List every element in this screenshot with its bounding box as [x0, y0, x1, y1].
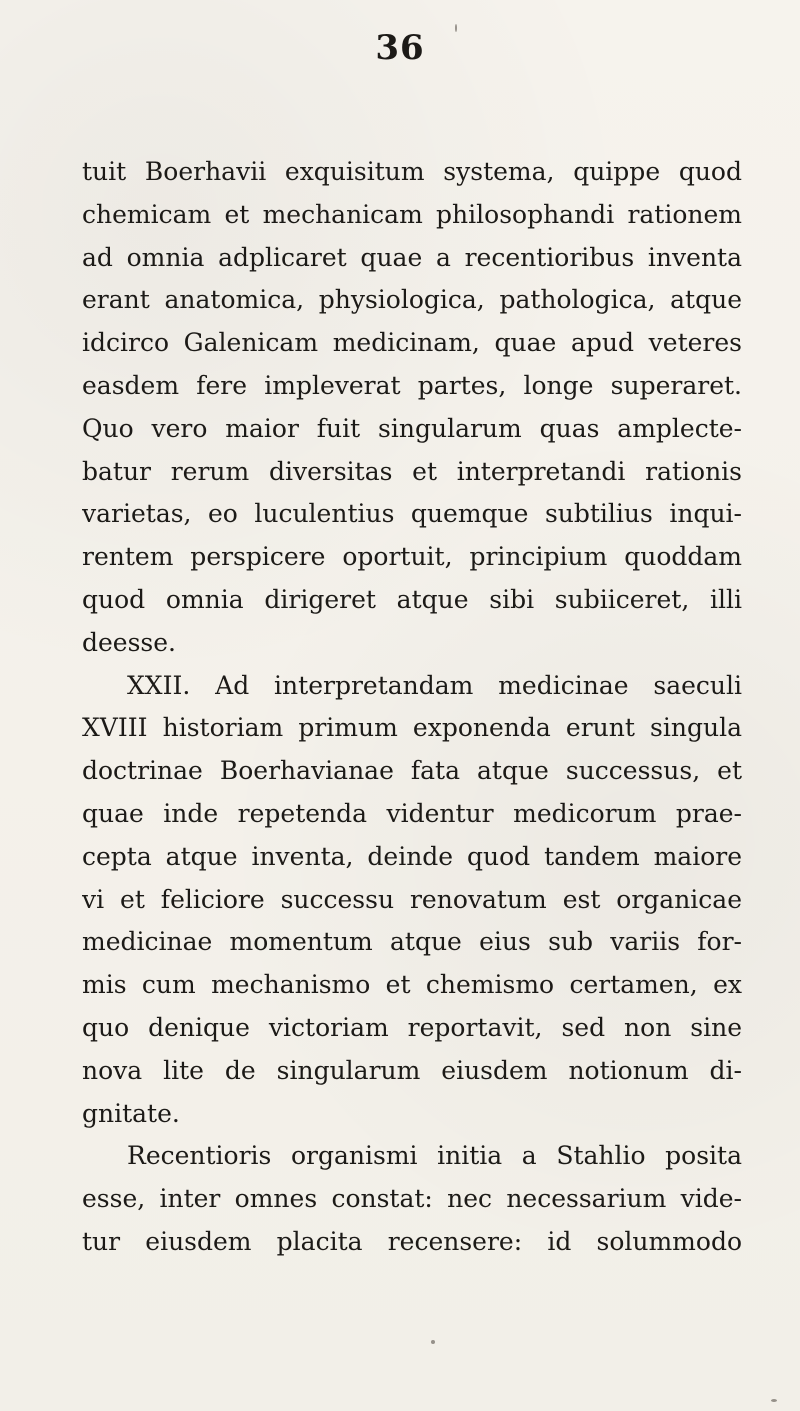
- paper-speck: [771, 1399, 777, 1402]
- text-line: easdem fere impleverat partes, longe superaret.: [82, 370, 742, 400]
- text-line: XVIII historiam primum exponenda erunt singula: [82, 713, 742, 743]
- paper-speck: [455, 24, 457, 32]
- text-line: medicinae momentum atque eius sub variis for-: [82, 927, 742, 957]
- text-line: esse, inter omnes constat: nec necessarium vide-: [82, 1184, 742, 1214]
- text-line: cepta atque inventa, deinde quod tandem maiore: [82, 841, 742, 871]
- text-line: mis cum mechanismo et chemismo certamen, ex: [82, 970, 742, 1000]
- paragraph-start-line: Recentioris organismi initia a Stahlio posita: [127, 1141, 742, 1171]
- body-text: [82, 151, 742, 1264]
- text-line: vi et feliciore successu renovatum est organicae: [82, 884, 742, 914]
- text-line: rentem perspicere oportuit, principium quoddam: [82, 542, 742, 572]
- text-line: doctrinae Boerhavianae fata atque successus, et: [82, 756, 742, 786]
- paper-speck: [431, 1340, 435, 1344]
- text-line: quae inde repetenda videntur medicorum prae-: [82, 798, 742, 828]
- text-line: ad omnia adplicaret quae a recentioribus inventa: [82, 242, 742, 272]
- text-line-paragraph-end: deesse.: [82, 627, 176, 657]
- text-line: chemicam et mechanicam philosophandi rationem: [82, 199, 742, 229]
- text-line: Quo vero maior fuit singularum quas amplecte-: [82, 413, 742, 443]
- text-line: quod omnia dirigeret atque sibi subiiceret, illi: [82, 584, 742, 614]
- text-line: nova lite de singularum eiusdem notionum di-: [82, 1055, 742, 1085]
- section-heading-line: XXII. Ad interpretandam medicinae saeculi: [127, 670, 742, 700]
- text-line: varietas, eo luculentius quemque subtilius inqui-: [82, 499, 742, 529]
- text-line: tuit Boerhavii exquisitum systema, quippe quod: [82, 157, 742, 186]
- text-line: idcirco Galenicam medicinam, quae apud veteres: [82, 328, 742, 358]
- text-line: tur eiusdem placita recensere: id solummodo: [82, 1226, 742, 1256]
- text-line: batur rerum diversitas et interpretandi rationis: [82, 456, 742, 486]
- text-line: erant anatomica, physiologica, pathologica, atque: [82, 285, 742, 315]
- text-line-paragraph-end: gnitate.: [82, 1098, 180, 1128]
- text-line: quo denique victoriam reportavit, sed non sine: [82, 1012, 742, 1042]
- page-number: 36: [375, 28, 425, 68]
